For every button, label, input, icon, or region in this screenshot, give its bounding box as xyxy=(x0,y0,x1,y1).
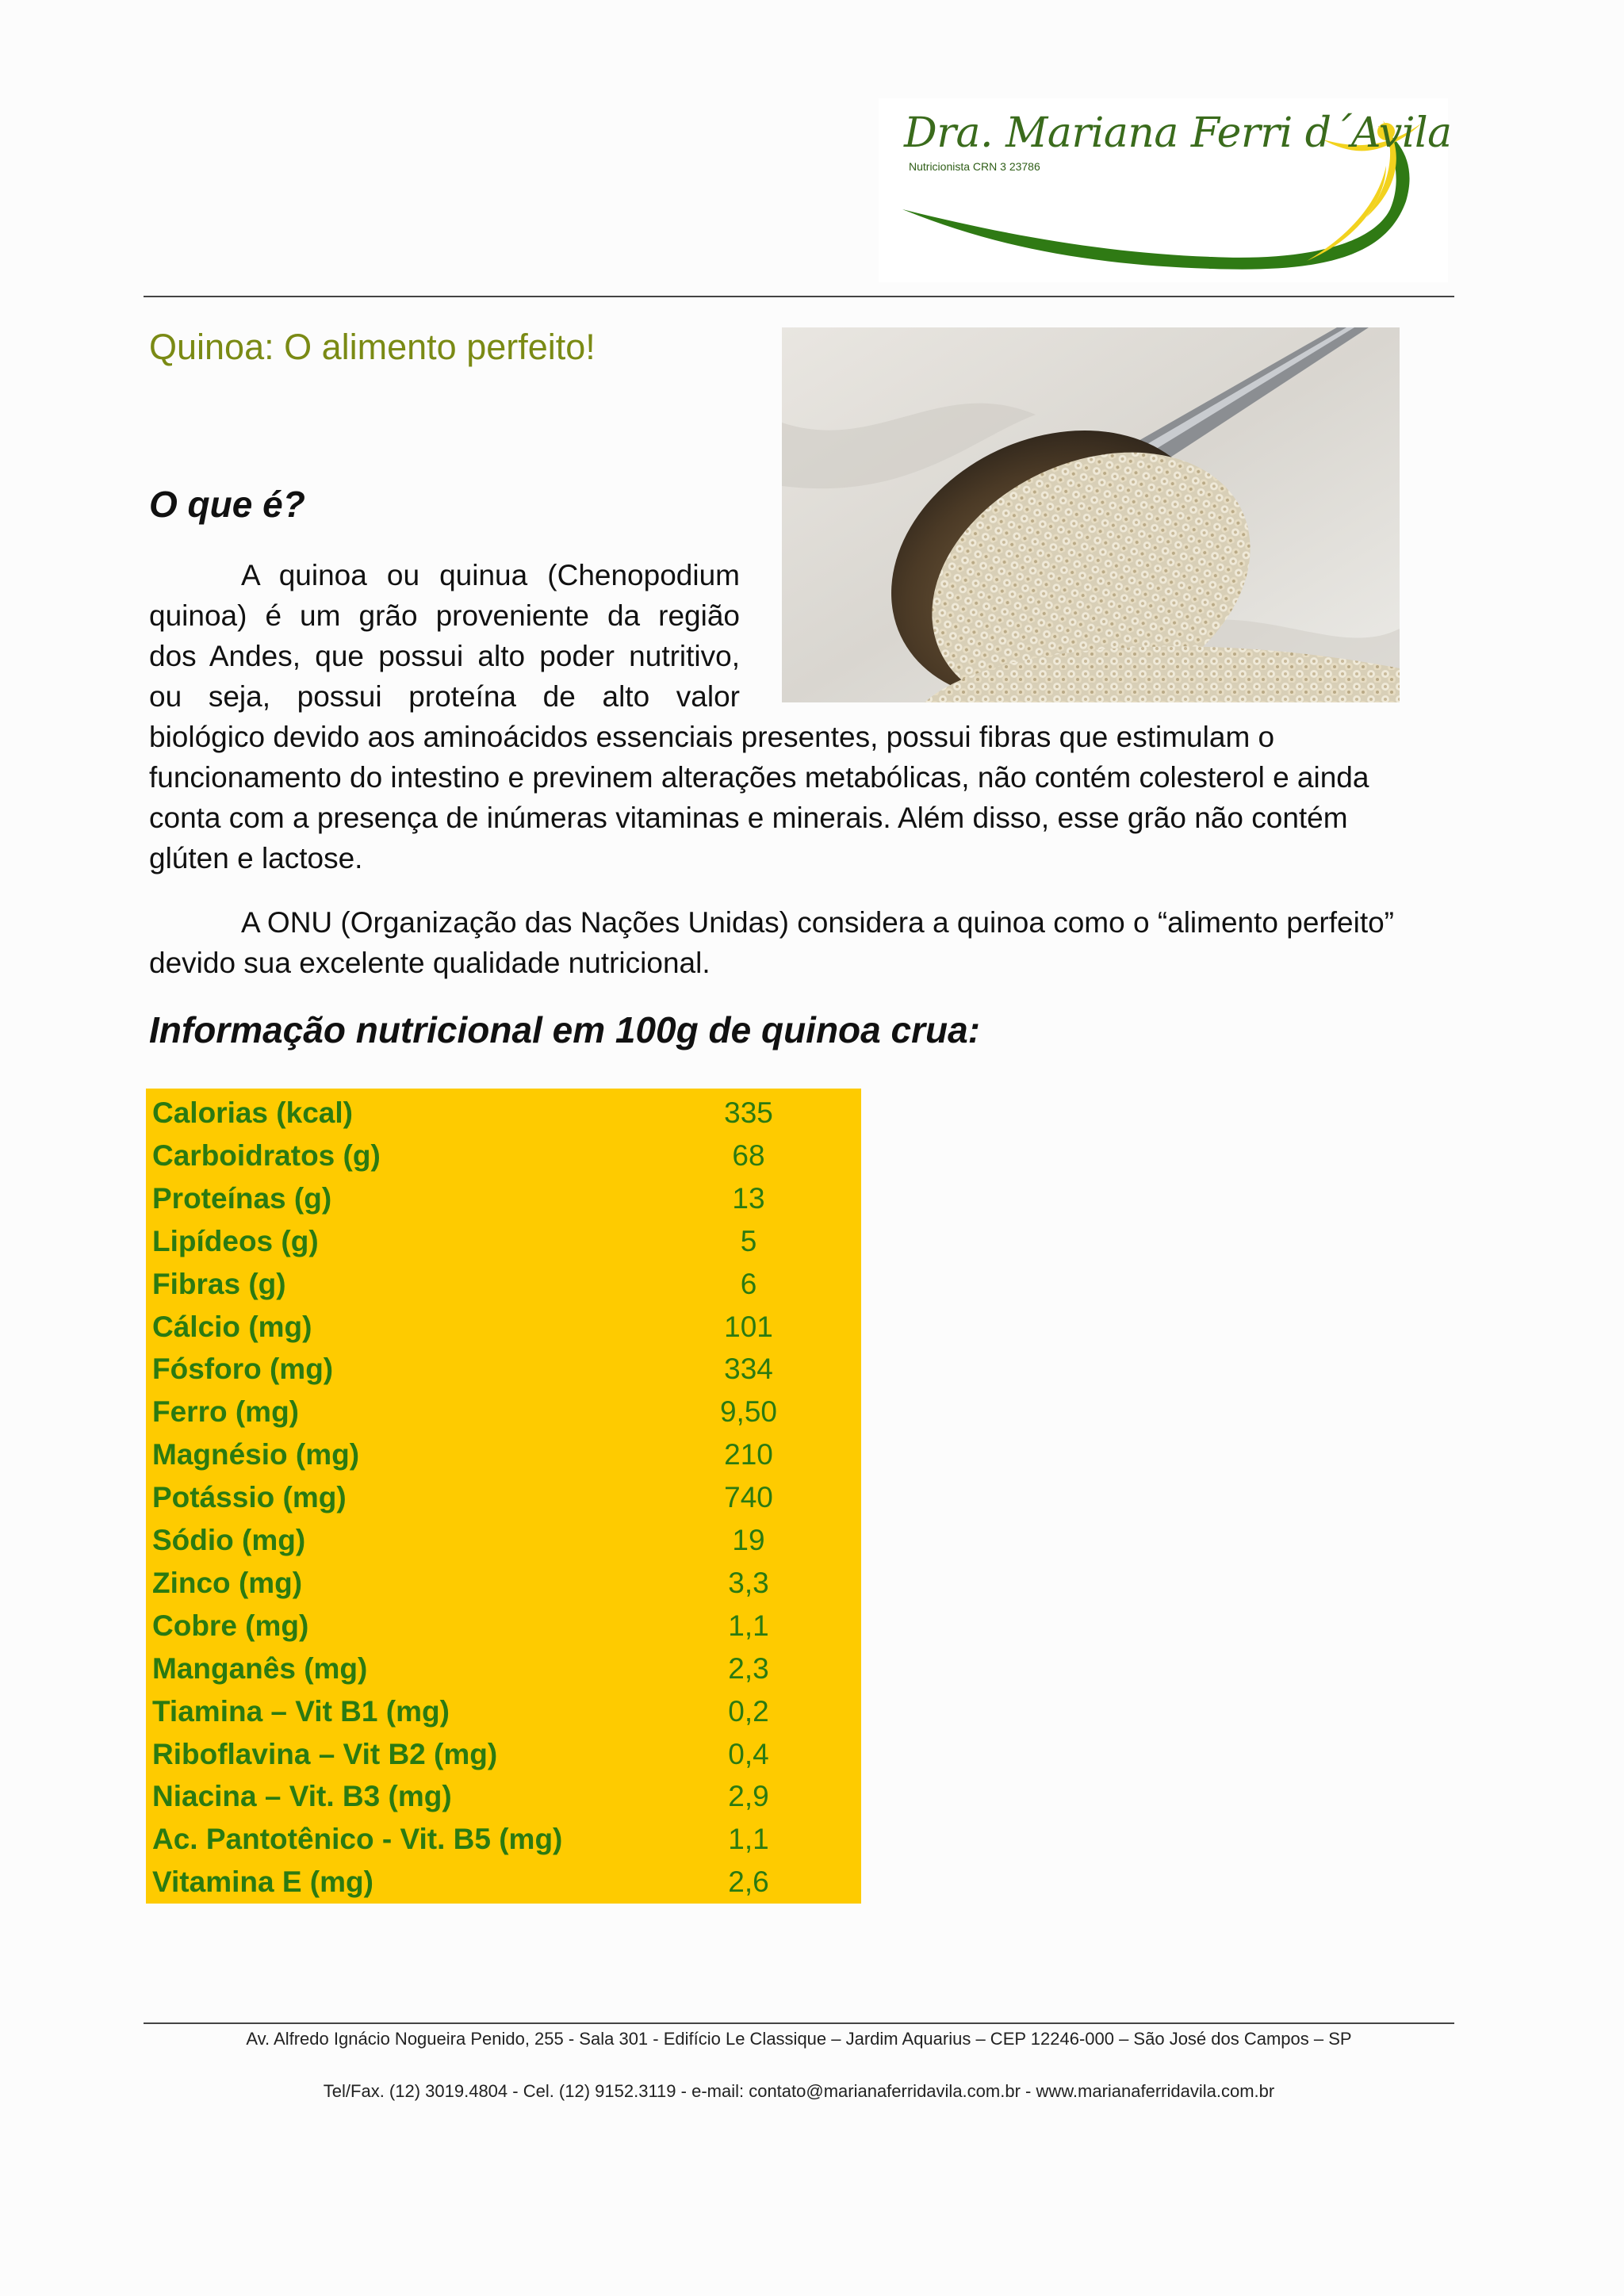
nutrition-title: Informação nutricional em 100g de quinoa crua: xyxy=(149,1009,981,1050)
nutrient-name: Potássio (mg) xyxy=(152,1481,347,1514)
paragraph-1-line-8: glúten e lactose. xyxy=(149,842,363,874)
table-row xyxy=(146,1562,861,1605)
nutrient-name: Vitamina E (mg) xyxy=(152,1866,373,1899)
nutrient-name: Sódio (mg) xyxy=(152,1524,306,1556)
section-subtitle: O que é? xyxy=(149,484,305,525)
table-row xyxy=(146,1476,861,1519)
table-row xyxy=(146,1519,861,1562)
nutrient-name: Zinco (mg) xyxy=(152,1566,303,1599)
footer-address: Av. Alfredo Ignácio Nogueira Penido, 255 - Sala 301 - Edifício Le Classique – Jardim Aquarius – CEP 12246-000 – São José dos Campos – SP xyxy=(246,2029,1352,2049)
nutrient-value: 2,6 xyxy=(728,1866,769,1899)
table-row xyxy=(146,1733,861,1776)
paragraph-1-line-4: ou seja, possui proteína de alto valor xyxy=(149,680,740,713)
table-row xyxy=(146,1306,861,1349)
header-divider xyxy=(144,296,1454,297)
nutrient-name: Lipídeos (g) xyxy=(152,1224,319,1257)
nutrient-value: 6 xyxy=(740,1267,757,1300)
table-row xyxy=(146,1348,861,1391)
nutrient-value: 13 xyxy=(732,1181,765,1215)
table-row xyxy=(146,1605,861,1647)
nutrient-value: 0,4 xyxy=(728,1737,769,1770)
paragraph-1-line-2: quinoa) é um grão proveniente da região xyxy=(149,599,740,632)
nutrient-name: Fibras (g) xyxy=(152,1267,286,1300)
logo-name: Dra. Mariana Ferri d´Avila xyxy=(904,109,1452,157)
nutrition-table xyxy=(146,1089,861,1904)
nutrient-value: 19 xyxy=(732,1524,765,1556)
paragraph-1-wrapped xyxy=(149,555,740,717)
paragraph-2-line-1: A ONU (Organização das Nações Unidas) considera a quinoa como o “alimento perfeito” xyxy=(241,906,1395,939)
nutrient-value: 9,50 xyxy=(719,1395,777,1429)
logo-subtitle: Nutricionista CRN 3 23786 xyxy=(909,160,1040,173)
nutrient-name: Niacina – Vit. B3 (mg) xyxy=(152,1780,452,1813)
nutrient-value: 334 xyxy=(724,1353,773,1386)
nutrient-name: Ac. Pantotênico - Vit. B5 (mg) xyxy=(152,1823,563,1856)
nutrient-value: 335 xyxy=(724,1096,773,1129)
table-row xyxy=(146,1135,861,1177)
table-row xyxy=(146,1861,861,1904)
nutrient-value: 5 xyxy=(740,1224,757,1257)
nutrient-name: Calorias (kcal) xyxy=(152,1096,353,1129)
nutrient-name: Tiamina – Vit B1 (mg) xyxy=(152,1694,450,1728)
table-row xyxy=(146,1775,861,1818)
paragraph-2 xyxy=(149,902,1453,983)
nutrient-name: Cálcio (mg) xyxy=(152,1310,312,1343)
paragraph-1-line-3: dos Andes, que possui alto poder nutritivo, xyxy=(149,640,740,672)
table-row xyxy=(146,1647,861,1690)
nutrient-value: 2,3 xyxy=(728,1651,769,1685)
quinoa-spoon-image xyxy=(782,327,1400,702)
paragraph-1-line-7: conta com a presença de inúmeras vitaminas e minerais. Além disso, esse grão não contém xyxy=(149,802,1348,834)
footer-divider xyxy=(144,2022,1454,2024)
paragraph-1-line-1: A quinoa ou quinua (Chenopodium xyxy=(241,559,740,591)
nutrient-name: Proteínas (g) xyxy=(152,1181,332,1215)
table-row xyxy=(146,1177,861,1220)
nutrient-value: 2,9 xyxy=(728,1780,769,1813)
nutrient-name: Cobre (mg) xyxy=(152,1609,309,1642)
nutrient-value: 68 xyxy=(732,1138,765,1172)
paragraph-1-continued xyxy=(149,717,1453,878)
table-row xyxy=(146,1690,861,1733)
nutrient-name: Ferro (mg) xyxy=(152,1395,299,1429)
nutrient-name: Manganês (mg) xyxy=(152,1651,368,1685)
table-row xyxy=(146,1092,861,1135)
page-title: Quinoa: O alimento perfeito! xyxy=(149,327,596,367)
table-row xyxy=(146,1818,861,1861)
paragraph-2-line-2: devido sua excelente qualidade nutricional. xyxy=(149,947,710,979)
quinoa-photo xyxy=(782,327,1400,702)
table-row xyxy=(146,1391,861,1433)
paragraph-1-line-6: funcionamento do intestino e previnem alterações metabólicas, não contém colesterol e ainda xyxy=(149,761,1369,794)
nutrient-value: 3,3 xyxy=(728,1566,769,1599)
nutrient-value: 0,2 xyxy=(728,1694,769,1728)
nutrient-name: Riboflavina – Vit B2 (mg) xyxy=(152,1737,498,1770)
nutrient-name: Magnésio (mg) xyxy=(152,1438,360,1471)
nutrient-value: 210 xyxy=(724,1438,773,1471)
nutrient-name: Carboidratos (g) xyxy=(152,1138,381,1172)
nutrient-value: 101 xyxy=(724,1310,773,1343)
nutrient-name: Fósforo (mg) xyxy=(152,1353,334,1386)
table-row xyxy=(146,1263,861,1306)
footer-contact: Tel/Fax. (12) 3019.4804 - Cel. (12) 9152.3119 - e-mail: contato@marianaferridavila.com.br - www.marianaferridavila.com.br xyxy=(323,2081,1275,2101)
table-row xyxy=(146,1220,861,1263)
nutrient-value: 740 xyxy=(724,1481,773,1514)
table-row xyxy=(146,1433,861,1476)
nutrient-value: 1,1 xyxy=(728,1609,769,1642)
logo xyxy=(879,98,1452,282)
nutrient-value: 1,1 xyxy=(728,1823,769,1856)
paragraph-1-line-5: biológico devido aos aminoácidos essenciais presentes, possui fibras que estimulam o xyxy=(149,721,1275,753)
